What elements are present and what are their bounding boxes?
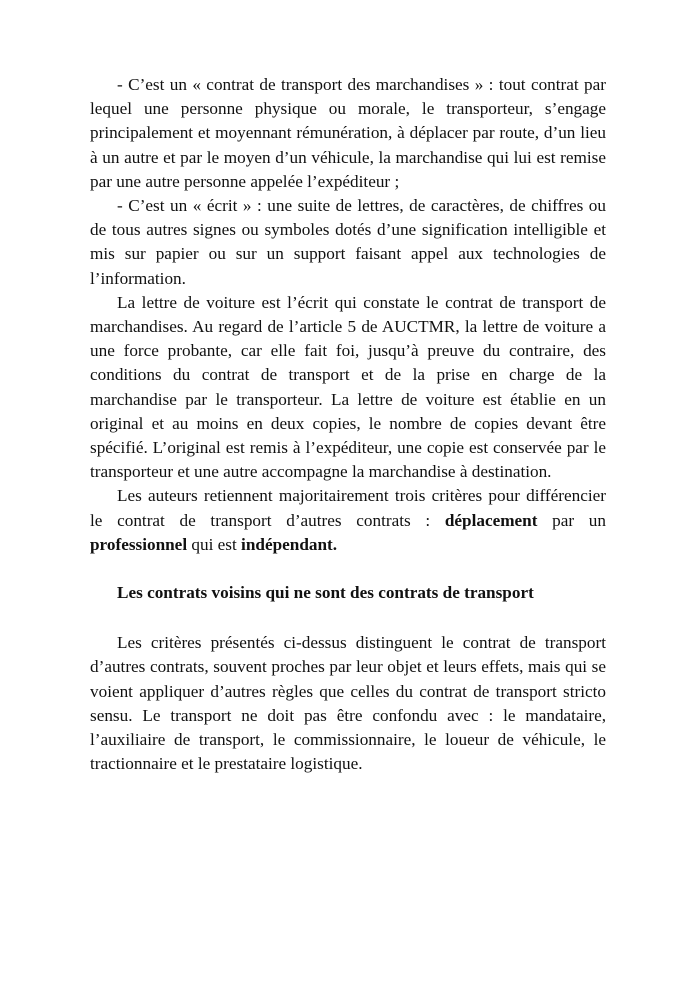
section-heading: Les contrats voisins qui ne sont des contrats de transport [117,583,534,603]
criteres-bold-deplacement: déplacement [444,510,538,530]
paragraph-ecrit-definition: - C’est un « écrit » : une suite de lettres, de caractères, de chiffres ou de tous autres signes ou symboles dotés d’une signification intelligible et mis sur papier ou sur un support faisant appel aux technologies de l’information. [90,196,606,288]
document-body [90,73,606,776]
criteres-bold-professionnel: professionnel [90,534,188,554]
paragraph-contrat-transport-definition: - C’est un « contrat de transport des marchandises » : tout contrat par lequel une personne physique ou morale, le transporteur, s’engage principalement et moyennant rémunération, à déplacer par route, d’un lieu à un autre et par le moyen d’un véhicule, la marchandise qui lui est remise par une autre personne appelée l’expéditeur ; [90,75,606,191]
criteres-text-3: qui est [187,534,242,554]
paragraph-lettre-de-voiture: La lettre de voiture est l’écrit qui constate le contrat de transport de marchandises. Au regard de l’article 5 de AUCTMR, la lettre de voiture a une force probante, car elle fait foi, jusqu’à preuve du contraire, des conditions du contrat de transport et de la prise en charge de la marchandise par le transporteur. La lettre de voiture est établie en un original et au moins en deux copies, le nombre de copies devant être spécifié. L’original est remis à l’expéditeur, une copie est conservée par le transporteur et une autre accompagne la marchandise à destination. [90,292,606,482]
criteres-text-2: par un [537,510,606,530]
paragraph-contrats-voisins: Les critères présentés ci-dessus distinguent le contrat de transport d’autres contrats, souvent proches par leur objet et leurs effets, mais qui se voient appliquer d’autres règles que celles du contrat de transport stricto sensu. Le transport ne doit pas être confondu avec : le mandataire, l’auxiliaire de transport, le commissionnaire, le loueur de véhicule, le tractionnaire et le prestataire logistique. [90,633,606,774]
criteres-text-1: Les auteurs retiennent majoritairement trois critères pour différencier le contrat de transport d’autres contrats : [90,486,606,530]
criteres-bold-independant: indépendant. [241,534,338,554]
paragraph-criteres [90,484,606,557]
